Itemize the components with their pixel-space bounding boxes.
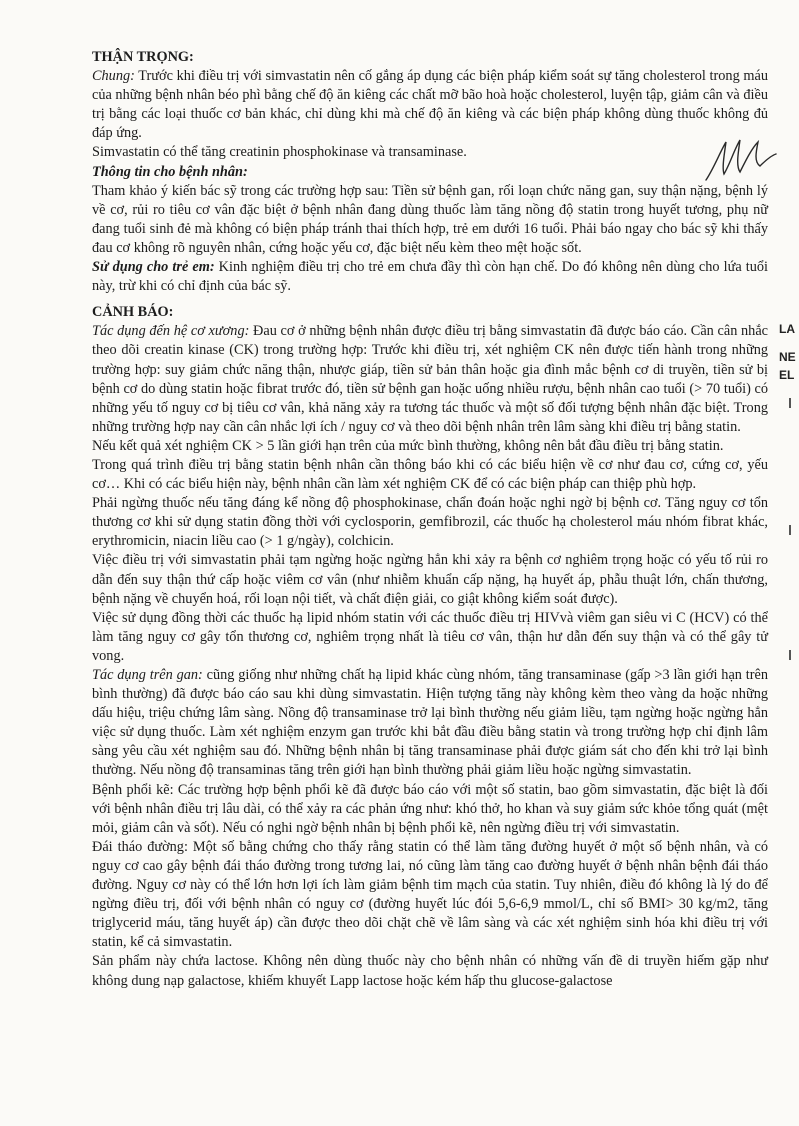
patient-info-heading: Thông tin cho bệnh nhân: (92, 163, 248, 180)
general-paragraph (92, 67, 768, 143)
margin-tick (789, 525, 791, 535)
margin-mark-1: LA (779, 322, 795, 336)
caution-heading: THẬN TRỌNG: (92, 49, 194, 65)
margin-tick (789, 398, 791, 408)
muscle-label: Tác dụng đến hệ cơ xương: (92, 323, 250, 340)
ck-paragraph: Nếu kết quả xét nghiệm CK > 5 lần giới hạn trên của mức bình thường, không nên bắt đầu điều trị bằng statin. (92, 437, 724, 454)
stop-drug-paragraph: Phải ngừng thuốc nếu tăng đáng kể nồng độ phosphokinase, chẩn đoán hoặc nghi ngờ bị bệnh cơ. Tăng nguy cơ tổn thương cơ khi sử dụng statin đồng thời với cyclosporin, gemfibrozil, các thuốc hạ cholesterol máu nhóm fibrat khác, erythromicin, niacin liều cao (> 1 g/ngày), colchicin. (92, 495, 768, 550)
muscle-text: Đau cơ ở những bệnh nhân được điều trị bằng simvastatin đã được báo cáo. Cần cân nhắc theo dõi creatin kinase (CK) trong trường hợp: Trước khi điều trị, xét nghiệm CK nên được tiến hành trong những trường hợp: suy giảm chức năng thận, nhược giáp, tiền sử bản thân hoặc gia đình mắc bệnh cơ di truyền, tiền sử bị bệnh cơ do dùng statin hoặc fibrat trước đó, tiền sử bệnh gan hoặc uống nhiều rượu, bệnh nhân cao tuổi (> 70 tuổi) có những yếu tố nguy cơ bị tiêu cơ vân, khả năng xảy ra tương tác thuốc và một số đối tượng bệnh nhân đặc biệt. Trong những trường hợp nay cần cân nhắc lợi ích / nguy cơ và theo dõi bệnh nhân trên lâm sàng khi điều trị bằng statin. (92, 323, 769, 435)
diabetes-paragraph: Đái tháo đường: Một số bằng chứng cho thấy rằng statin có thể làm tăng đường huyết ở một số bệnh nhân, và có nguy cơ cao gây bệnh đái tháo đường trong tương lai, nó cũng làm tăng cao đường huyết ở bệnh nhân bệnh đái tháo đường. Nguy cơ này có thể lớn hơn lợi ích làm giảm bệnh tim mạch của statin. Tuy nhiên, điều đó không là lý do để ngừng điều trị, đối với bệnh nhân có nguy cơ (đường huyết lúc đói 5,6-6,9 mmol/L, chỉ số BMI> 30 kg/m2, tăng triglycerid máu, tăng huyết áp) cần được theo dõi chặt chẽ về lâm sàng và các xét nghiệm sinh hóa khi điều trị với statin, kể cả simvastatin. (92, 838, 768, 951)
children-text: Kinh nghiệm điều trị cho trẻ em chưa đầy thì còn hạn chế. Do đó không nên dùng cho lứa tuổi này, trừ khi có chỉ định của bác sỹ. (92, 259, 768, 295)
handwritten-signature (700, 128, 780, 188)
liver-text: cũng giống như những chất hạ lipid khác cùng nhóm, tăng transaminase (gấp >3 lần giới hạn trên bình thường) đã được báo cáo sau khi dùng simvastatin. Hiện tượng tăng này không kèm theo vàng da hoặc những dấu hiệu, triệu chứng lâm sàng. Nồng độ transaminase trở lại bình thường nếu giảm liều, tạm ngừng hoặc ngừng hẳn việc sử dụng thuốc. Làm xét nghiệm enzym gan trước khi bắt đầu điều bằng statin và trong trường hợp chỉ định lâm sàng yêu cầu xét nghiệm sau đó. Những bệnh nhân bị tăng transaminase phải được giám sát cho đến khi trở lại bình thường. Nếu nồng độ transaminas tăng trên giới hạn bình thường phải giảm liều hoặc ngừng simvastatin. (92, 667, 769, 779)
liver-paragraph (92, 666, 768, 781)
warning-heading: CẢNH BÁO: (92, 304, 174, 321)
margin-tick (789, 650, 791, 660)
pause-treatment-paragraph: Việc điều trị với simvastatin phải tạm ngừng hoặc ngừng hẳn khi xảy ra bệnh cơ nghiêm trọng hoặc có yếu tố rủi ro dẫn đến suy thận thứ cấp hoặc viêm cơ vân (như nhiễm khuẩn cấp nặng, hạ huyết áp, phẫu thuật lớn, chấn thương, bệnh nặng về chuyển hoá, rối loạn nội tiết, và chất điện giải, co giật không kiểm soát được). (92, 552, 768, 607)
during-treatment-paragraph: Trong quá trình điều trị bằng statin bệnh nhân cần thông báo khi có các biểu hiện về cơ như đau cơ, cứng cơ, yếu cơ… Khi có các biểu hiện này, bệnh nhân cần làm xét nghiệm CK để có các biện pháp can thiệp phù hợp. (92, 456, 768, 493)
margin-mark-3: EL (779, 368, 795, 382)
children-paragraph (92, 258, 768, 296)
liver-label: Tác dụng trên gan: (92, 667, 203, 683)
lactose-paragraph: Sản phẩm này chứa lactose. Không nên dùng thuốc này cho bệnh nhân có những vấn đề di truyền hiếm gặp như không dung nạp galactose, khiếm khuyết Lapp lactose hoặc kém hấp thu glucose-galactose (92, 953, 768, 989)
patient-info-paragraph: Tham khảo ý kiến bác sỹ trong các trường hợp sau: Tiền sử bệnh gan, rối loạn chức năng gan, suy thận nặng, bệnh lý về cơ, rủi ro tiêu cơ vân đặc biệt ở bệnh nhân đang dùng thuốc làm tăng nồng độ statin trong huyết tương, phụ nữ đang tuổi sinh đẻ mà không có biện pháp tránh thai thích hợp, trẻ em dưới 16 tuổi. Phải báo ngay cho bác sỹ khi thấy đau cơ không rõ nguyên nhân, cứng hoặc yếu cơ, đặc biệt nếu kèm theo mệt hoặc sốt. (92, 182, 768, 256)
interstitial-lung-paragraph: Bệnh phổi kẽ: Các trường hợp bệnh phổi kẽ đã được báo cáo với một số statin, bao gồm simvastatin, đặc biệt là đối với bệnh nhân điều trị lâu dài, có thể xảy ra các phản ứng như: khó thở, ho khan và suy giảm sức khỏe tổng quát (mệt mỏi, giảm cân và sốt). Nếu có nghi ngờ bệnh nhân bị bệnh phổi kẽ, nên ngừng điều trị với simvastatin. (92, 781, 768, 836)
hiv-hcv-paragraph: Việc sử dụng đồng thời các thuốc hạ lipid nhóm statin với các thuốc điều trị HIVvà viêm gan siêu vi C (HCV) có thể làm tăng nguy cơ gây tổn thương cơ, nghiêm trọng nhất là tiêu cơ vân, thận hư dẫn đến suy thận và có thể gây tử vong. (92, 609, 768, 664)
simvastatin-enzyme-paragraph: Simvastatin có thể tăng creatinin phosphokinase và transaminase. (92, 144, 467, 161)
general-label: Chung: (92, 68, 135, 85)
margin-mark-2: NE (779, 350, 796, 364)
document-page (92, 48, 768, 991)
general-text: Trước khi điều trị với simvastatin nên cố gắng áp dụng các biện pháp kiểm soát sự tăng cholesterol trong máu của những bệnh nhân béo phì bằng chế độ ăn kiêng các chất mỡ bão hoà hoặc cholesterol, luyện tập, giảm cân và điều trị bằng các loại thuốc cơ bản khác, chỉ dùng khi mà chế độ ăn kiêng và các biện pháp không dùng thuốc không đủ đáp ứng. (92, 68, 768, 142)
children-label: Sử dụng cho trẻ em: (92, 259, 215, 276)
muscle-paragraph (92, 322, 768, 437)
